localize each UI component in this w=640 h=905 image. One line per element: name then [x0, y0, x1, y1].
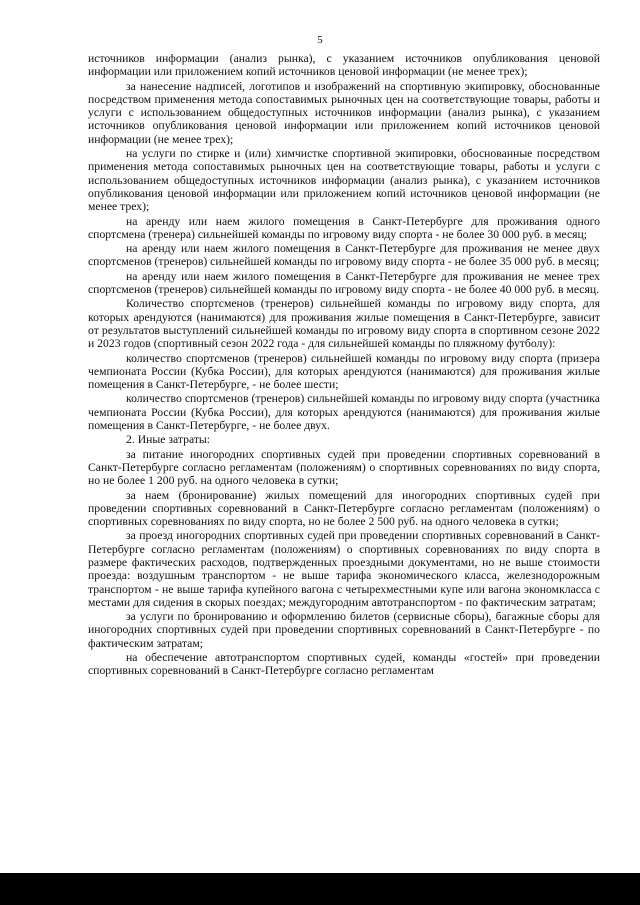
document-body — [88, 52, 600, 678]
paragraph: за наем (бронирование) жилых помещений для иногородних спортивных судей при проведении спортивных соревнований в Санкт-Петербурге согласно регламентам (положениям) о спортивных соревнованиях по виду спорта, но не более 2 500 руб. на одного человека в сутки; — [88, 488, 600, 529]
paragraph: Количество спортсменов (тренеров) сильнейшей команды по игровому виду спорта, для которых арендуются (нанимаются) для проживания жилые помещения в Санкт-Петербурге, зависит от результатов выступлений сильнейшей команды по игровому виду спорта в спортивном сезоне 2022 и 2023 годов (спортивный сезон 2022 года - для сильнейшей команды по пляжному футболу): — [88, 297, 600, 351]
paragraph: за нанесение надписей, логотипов и изображений на спортивную экипировку, обоснованные посредством применения метода сопоставимых рыночных цен на соответствующие товары, работы и услуги с использованием общедоступных источников информации (анализ рынка), с указанием источников опубликования ценовой информации или приложением копий источников ценовой информации (не менее трех); — [88, 79, 600, 146]
paragraph: на аренду или наем жилого помещения в Санкт-Петербурге для проживания не менее двух спортсменов (тренеров) сильнейшей команды по игровому виду спорта - не более 35 000 руб. в месяц; — [88, 242, 600, 269]
paragraph: количество спортсменов (тренеров) сильнейшей команды по игровому виду спорта (участника чемпионата России (Кубка России), для которых арендуются (нанимаются) для проживания жилые помещения в Санкт-Петербурге, - не более двух. — [88, 392, 600, 433]
paragraph: источников информации (анализ рынка), с указанием источников опубликования ценовой информации или приложением копий источников ценовой информации (не менее трех); — [88, 52, 600, 79]
section-heading: 2. Иные затраты: — [126, 433, 211, 447]
page-number: 5 — [317, 34, 323, 46]
paragraph: за проезд иногородних спортивных судей при проведении спортивных соревнований в Санкт-Петербурге согласно регламентам (положениям) о спортивных соревнованиях по виду спорта в размере фактических расходов, подтвержденных проездными документами, но не выше стоимости проезда: воздушным транспортом - не выше тарифа экономического класса, железнодорожным транспортом - не выше тарифа купейного вагона с четырехместными купе или вагона экономкласса с местами для сидения в скорых поездах; междугородним автотранспортом - по фактическим затратам; — [88, 529, 600, 609]
paragraph: количество спортсменов (тренеров) сильнейшей команды по игровому виду спорта (призера чемпионата России (Кубка России), для которых арендуются (нанимаются) для проживания жилые помещения в Санкт-Петербурге, - не более шести; — [88, 351, 600, 392]
scan-border — [0, 873, 640, 905]
paragraph: на аренду или наем жилого помещения в Санкт-Петербурге для проживания не менее трех спортсменов (тренеров) сильнейшей команды по игровому виду спорта - не более 40 000 руб. в месяц. — [88, 269, 600, 297]
paragraph: на обеспечение автотранспортом спортивных судей, команды «гостей» при проведении спортивных соревнований в Санкт-Петербурге согласно регламентам — [88, 651, 600, 678]
paragraph: за услуги по бронированию и оформлению билетов (сервисные сборы), багажные сборы для иногородних спортивных судей при проведении спортивных соревнований в Санкт-Петербурге - по фактическим затратам; — [88, 610, 600, 650]
paragraph: на аренду или наем жилого помещения в Санкт-Петербурге для проживания одного спортсмена (тренера) сильнейшей команды по игровому виду спорта - не более 30 000 руб. в месяц; — [88, 214, 600, 241]
paragraph: на услуги по стирке и (или) химчистке спортивной экипировки, обоснованные посредством применения метода сопоставимых рыночных цен на соответствующие товары, работы и услуги с использованием общедоступных источников информации (анализ рынка), с указанием источников опубликования ценовой информации или приложением копий источников ценовой информации (не менее трех); — [88, 147, 600, 214]
paragraph: за питание иногородних спортивных судей при проведении спортивных соревнований в Санкт-Петербурге согласно регламентам (положениям) о спортивных соревнованиях по виду спорта, но не более 1 200 руб. на одного человека в сутки; — [88, 447, 600, 488]
